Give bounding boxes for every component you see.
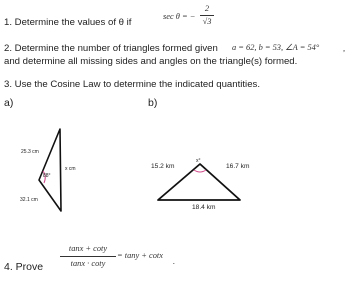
given-comma: ,: [343, 44, 346, 53]
fraction-numerator: 2: [204, 4, 210, 13]
identity-rhs: = tany + cotx: [117, 251, 163, 260]
given-values: a = 62, b = 53, ∠A = 54°: [232, 43, 320, 52]
identity-denominator: tanx · coty: [70, 259, 106, 268]
fraction-denominator: √3: [202, 17, 212, 26]
triangle-b-angle-label: x°: [196, 158, 201, 164]
part-a-label: a): [4, 97, 14, 109]
triangle-b-left-side-label: 15.2 km: [151, 163, 175, 170]
triangle-a-bottom-side-label: 32.1 cm: [20, 197, 38, 203]
triangle-a-angle-label: 88°: [43, 173, 51, 179]
triangle-a: [39, 129, 61, 211]
question-3: 3. Use the Cosine Law to determine the indicated quantities.: [4, 79, 260, 90]
identity-period: .: [173, 257, 176, 266]
question-2-line-2: and determine all missing sides and angles on the triangle(s) formed.: [4, 56, 298, 67]
sec-theta-lhs: sec θ = −: [163, 12, 196, 21]
triangle-b-right-side-label: 16.7 km: [226, 163, 250, 170]
triangle-a-top-side-label: 25.3 cm: [21, 149, 39, 155]
triangle-b-angle-arc: [194, 170, 206, 172]
identity-fraction-bar: [60, 256, 116, 257]
identity-numerator: tanx + coty: [68, 244, 108, 253]
part-b-label: b): [148, 97, 158, 109]
question-1: 1. Determine the values of θ if: [4, 17, 132, 28]
triangle-a-unknown-side-label: x cm: [65, 166, 76, 172]
triangle-b-base-label: 18.4 km: [192, 204, 216, 211]
question-4-label: 4. Prove: [4, 261, 44, 273]
question-2-line-1: 2. Determine the number of triangles formed given: [4, 43, 218, 54]
